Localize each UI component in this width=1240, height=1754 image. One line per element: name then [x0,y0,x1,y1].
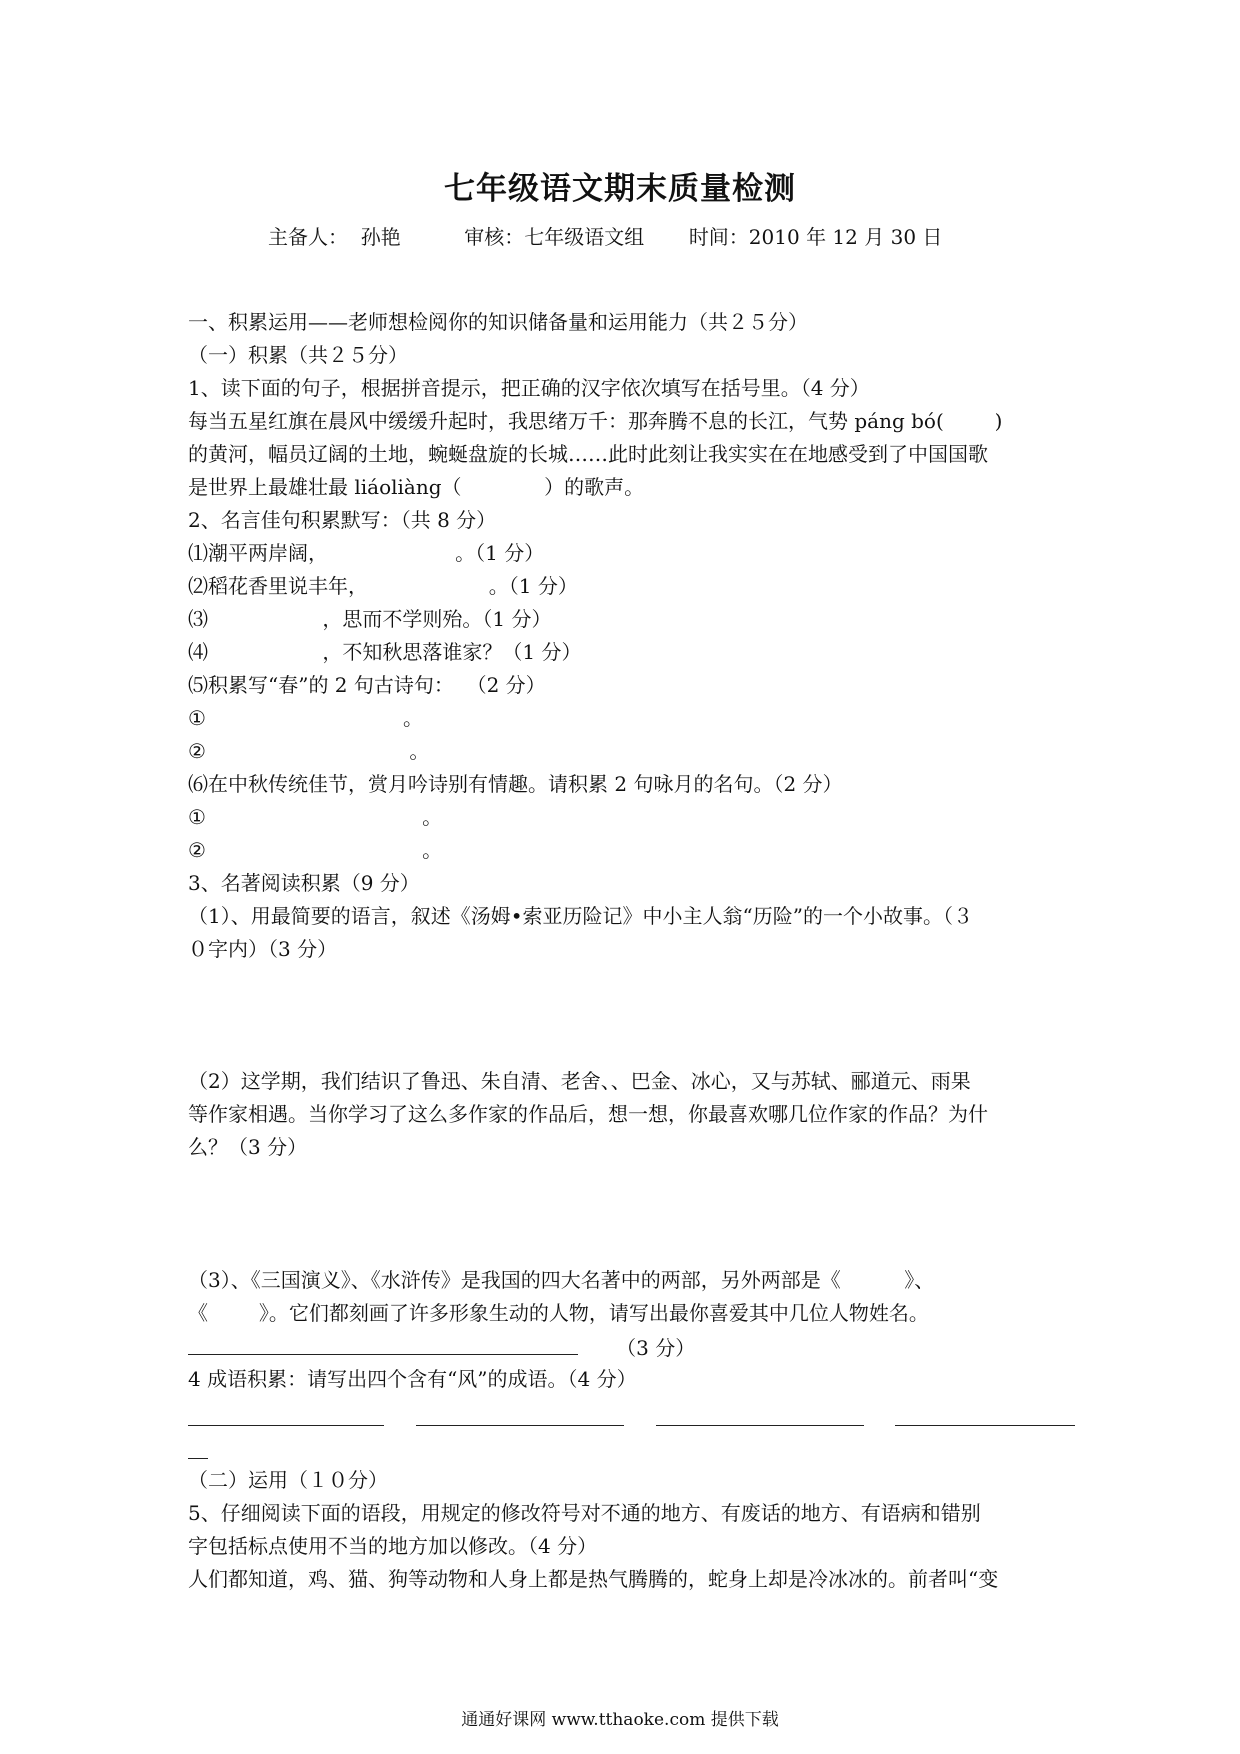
q3-item-2-line-2: 等作家相遇。当你学习了这么多作家的作品后，想一想，你最喜欢哪几位作家的作品？为什 [188,1102,988,1126]
q4-answer-blanks [188,1407,1075,1429]
q2-item-5: ⑸积累写“春”的 2 句古诗句： （2 分） [188,673,546,697]
q2-item-3: ⑶ ，思而不学则殆。（1 分） [188,607,552,631]
q2-item-6: ⑹在中秋传统佳节，赏月吟诗别有情趣。请积累 2 句咏月的名句。（2 分） [188,772,843,796]
subsection-accumulate: （一）积累（共２５分） [188,343,408,367]
q1-passage-line-1: 每当五星红旗在晨风中缓缓升起时，我思绪万千：那奔腾不息的长江，气势 páng bó( ) [188,409,1003,433]
q3-item-3-answer-line [188,1336,695,1358]
q3-item-1-line-1: （1）、用最简要的语言，叙述《汤姆•索亚历险记》中小主人翁“历险”的一个小故事。（３ [188,904,973,928]
answer-blank [188,1440,208,1459]
q1-passage-line-2: 的黄河，幅员辽阔的土地，蜿蜒盘旋的长城……此时此刻让我实实在在地感受到了中国国歌 [188,442,988,466]
q2-item-2: ⑵稻花香里说丰年， 。（1 分） [188,574,578,598]
question-3: 3、名著阅读积累（9 分） [188,871,420,895]
q3-item-2-line-3: 么？（3 分） [188,1135,308,1159]
exam-date: 时间：2010 年 12 月 30 日 [688,225,943,249]
q2-item-5-b: ② 。 [188,739,430,763]
question-2: 2、名言佳句积累默写：（共 8 分） [188,508,497,532]
exam-meta [268,221,942,250]
q3-item-3-score: （3 分） [616,1336,696,1360]
answer-blank [188,1336,578,1355]
question-5-line-2: 字包括标点使用不当的地方加以修改。（4 分） [188,1534,598,1558]
q2-item-1: ⑴潮平两岸阔， 。（1 分） [188,541,545,565]
answer-blank [188,1407,384,1426]
q2-item-5-a: ① 。 [188,706,424,730]
q4-answer-blank-tail [188,1440,208,1462]
subsection-application: （二）运用（１０分） [188,1468,388,1492]
question-1: 1、读下面的句子，根据拼音提示，把正确的汉字依次填写在括号里。（4 分） [188,376,870,400]
q3-item-3-line-1: （3）、《三国演义》、《水浒传》是我国的四大名著中的两部，另外两部是《 》、 [188,1268,935,1292]
q2-item-6-a: ① 。 [188,805,443,829]
q3-item-3-line-2: 《 》。它们都刻画了许多形象生动的人物，请写出最你喜爱其中几位人物姓名。 [188,1301,929,1325]
reviewer: 审核：七年级语文组 [464,225,645,249]
q2-item-4: ⑷ ，不知秋思落谁家？（1 分） [188,640,582,664]
q3-item-2-line-1: （2）这学期，我们结识了鲁迅、朱自清、老舍、、巴金、冰心，又与苏轼、郦道元、雨果 [188,1069,971,1093]
q5-passage-line-1: 人们都知道，鸡、猫、狗等动物和人身上都是热气腾腾的，蛇身上却是冷冰冰的。前者叫“变 [188,1567,999,1591]
answer-blank [895,1407,1075,1426]
preparer: 主备人： 孙艳 [268,225,401,249]
answer-blank [416,1407,624,1426]
q3-item-1-line-2: ０字内）（3 分） [188,937,338,961]
exam-title: 七年级语文期末质量检测 [444,171,796,207]
answer-blank [656,1407,864,1426]
section-one-heading: 一、积累运用——老师想检阅你的知识储备量和运用能力（共２５分） [188,310,808,334]
footer-text: 通通好课网 www.tthaoke.com 提供下载 [461,1710,779,1730]
question-5-line-1: 5、仔细阅读下面的语段，用规定的修改符号对不通的地方、有废话的地方、有语病和错别 [188,1501,981,1525]
q1-passage-line-3: 是世界上最雄壮最 liáoliàng（ ）的歌声。 [188,475,645,499]
question-4: 4 成语积累：请写出四个含有“风”的成语。（4 分） [188,1367,637,1391]
q2-item-6-b: ② 。 [188,838,443,862]
